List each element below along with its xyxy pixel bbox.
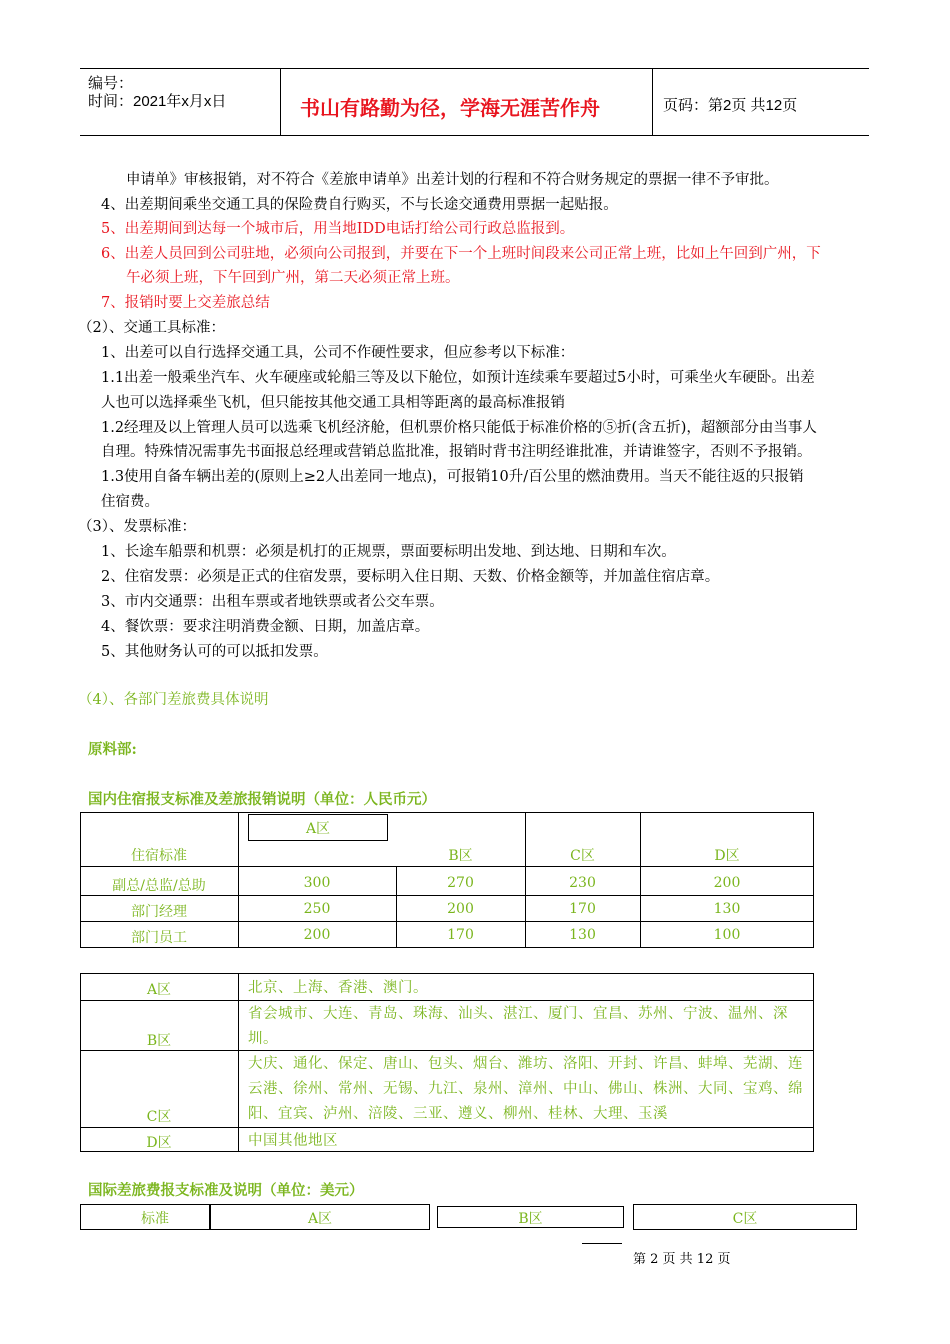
table2-row-divider-3 bbox=[80, 1127, 814, 1128]
section-3-item-4: 4、餐饮票：要求注明消费金额、日期，加盖店章。 bbox=[101, 619, 430, 635]
footer-rule bbox=[582, 1243, 622, 1244]
table1-row3-c: 130 bbox=[569, 927, 596, 943]
table1-row-divider-2 bbox=[80, 895, 814, 896]
table1-head-b: B区 bbox=[448, 848, 473, 864]
body-line-4a: 6、出差人员回到公司驻地，必须向公司报到，并要在下一个上班时间段来公司正常上班，比如上午回到广州，下 bbox=[101, 246, 821, 262]
body-line-1: 申请单》审核报销，对不符合《差旅申请单》出差计划的行程和不符合财务规定的票据一律不予审批。 bbox=[126, 172, 779, 188]
header-motto: 书山有路勤为径，学海无涯苦作舟 bbox=[300, 98, 600, 120]
header-time-label: 时间：2021年x月x日 bbox=[88, 93, 227, 110]
section-2-item-1-1b: 人也可以选择乘坐飞机，但只能按其他交通工具相等距离的最高标准报销 bbox=[101, 395, 565, 411]
section-2-item-1-1a: 1.1出差一般乘坐汽车、火车硬座或轮船三等及以下舱位，如预计连续乘车要超过5小时，可乘坐火车硬卧。出差 bbox=[101, 370, 815, 386]
table1-row2-d: 130 bbox=[713, 901, 741, 917]
section-2-item-1-3b: 住宿费。 bbox=[101, 494, 159, 510]
table3-head-c: C区 bbox=[732, 1211, 758, 1227]
table3-head-label: 标准 bbox=[141, 1211, 169, 1227]
table2-zone-a: A区 bbox=[146, 982, 172, 998]
table1-row2-c: 170 bbox=[569, 901, 596, 917]
section-2-item-1-2a: 1.2经理及以上管理人员可以选乘飞机经济舱，但机票价格只能低于标准价格的⑤折(含五折)，超额部分由当事人 bbox=[101, 420, 817, 436]
table2-cities-b: 省会城市、大连、青岛、珠海、汕头、湛江、厦门、宜昌、苏州、宁波、温州、深圳。 bbox=[248, 1006, 788, 1047]
section-3-item-5: 5、其他财务认可的可以抵扣发票。 bbox=[101, 644, 328, 660]
table1-row2-b: 200 bbox=[447, 901, 474, 917]
department-title: 原料部: bbox=[88, 741, 137, 758]
section-4-heading: （4）、各部门差旅费具体说明 bbox=[78, 692, 269, 708]
header-page-label: 页码：第2页 共12页 bbox=[663, 97, 798, 114]
section-3-item-1: 1、长途车船票和机票：必须是机打的正规票，票面要标明出发地、到达地、日期和车次。 bbox=[101, 544, 676, 560]
table1-row3-a: 200 bbox=[303, 927, 331, 943]
table1-row1-c: 230 bbox=[569, 875, 596, 891]
table1-row1-d: 200 bbox=[713, 875, 741, 891]
table1-row3-label: 部门员工 bbox=[131, 930, 187, 946]
body-line-2: 4、出差期间乘坐交通工具的保险费自行购买，不与长途交通费用票据一起贴报。 bbox=[101, 197, 618, 213]
table1-row2-label: 部门经理 bbox=[131, 904, 187, 920]
footer-page-number: 第 2 页 共 12 页 bbox=[633, 1252, 731, 1267]
table1-row1-a: 300 bbox=[303, 875, 331, 891]
table2-cities-c: 大庆、通化、保定、唐山、包头、烟台、潍坊、洛阳、开封、许昌、蚌埠、芜湖、连云港、徐州、常州、无锡、九江、泉州、漳州、中山、佛山、株洲、大同、宝鸡、绵阳、宜宾、泸州、涪陵、三亚、遵义、柳州、桂林、大理、玉溪 bbox=[248, 1056, 803, 1122]
table2-cities-d: 中国其他地区 bbox=[248, 1133, 338, 1149]
header-divider-right bbox=[652, 68, 653, 135]
table1-row-divider-3 bbox=[80, 921, 814, 922]
table2-zone-c: C区 bbox=[146, 1109, 172, 1125]
section-2-item-1-3a: 1.3使用自备车辆出差的(原则上≥2人出差同一地点)，可报销10升/百公里的燃油费用。当天不能往返的只报销 bbox=[101, 469, 804, 485]
body-line-5: 7、报销时要上交差旅总结 bbox=[101, 295, 270, 311]
body-line-3: 5、出差期间到达每一个城市后，用当地IDD电话打给公司行政总监报到。 bbox=[101, 221, 575, 237]
table1-row1-label: 副总/总监/总助 bbox=[112, 878, 206, 894]
table1-row-divider-1 bbox=[80, 866, 814, 867]
table3-head-b: B区 bbox=[518, 1211, 543, 1227]
header-divider-left bbox=[280, 68, 281, 135]
table1-head-c: C区 bbox=[570, 848, 595, 864]
section-2-heading: （2）、交通工具标准： bbox=[78, 320, 225, 336]
table1-title: 国内住宿报支标准及差旅报销说明（单位：人民币元） bbox=[88, 791, 436, 808]
table2-zone-b: B区 bbox=[146, 1033, 172, 1049]
table1-head-d: D区 bbox=[714, 848, 740, 864]
table2-zone-d: D区 bbox=[146, 1135, 172, 1151]
table1-row1-b: 270 bbox=[447, 875, 474, 891]
table1-head-label: 住宿标准 bbox=[131, 848, 187, 864]
table1-row3-b: 170 bbox=[447, 927, 474, 943]
table2-cities-a: 北京、上海、香港、澳门。 bbox=[248, 980, 428, 996]
section-3-item-3: 3、市内交通票：出租车票或者地铁票或者公交车票。 bbox=[101, 594, 444, 610]
section-3-item-2: 2、住宿发票：必须是正式的住宿发票，要标明入住日期、天数、价格金额等，并加盖住宿店章。 bbox=[101, 569, 720, 585]
header-number-label: 编号： bbox=[88, 75, 134, 92]
section-3-heading: （3）、发票标准： bbox=[78, 519, 196, 535]
header-bottom-rule bbox=[80, 135, 869, 136]
table1-row2-a: 250 bbox=[303, 901, 331, 917]
header-top-rule bbox=[80, 68, 869, 69]
section-2-item-1: 1、出差可以自行选择交通工具，公司不作硬性要求，但应参考以下标准： bbox=[101, 345, 575, 361]
table1-row3-d: 100 bbox=[713, 927, 741, 943]
table1-head-a: A区 bbox=[305, 821, 331, 837]
table3-title: 国际差旅费报支标准及说明（单位：美元） bbox=[88, 1182, 364, 1199]
table3-head-a: A区 bbox=[307, 1211, 333, 1227]
section-2-item-1-2b: 自理。特殊情况需事先书面报总经理或营销总监批准，报销时背书注明经谁批准，并请谁签字，否则不予报销。 bbox=[101, 444, 812, 460]
body-line-4b: 午必须上班，下午回到广州，第二天必须正常上班。 bbox=[126, 270, 460, 286]
